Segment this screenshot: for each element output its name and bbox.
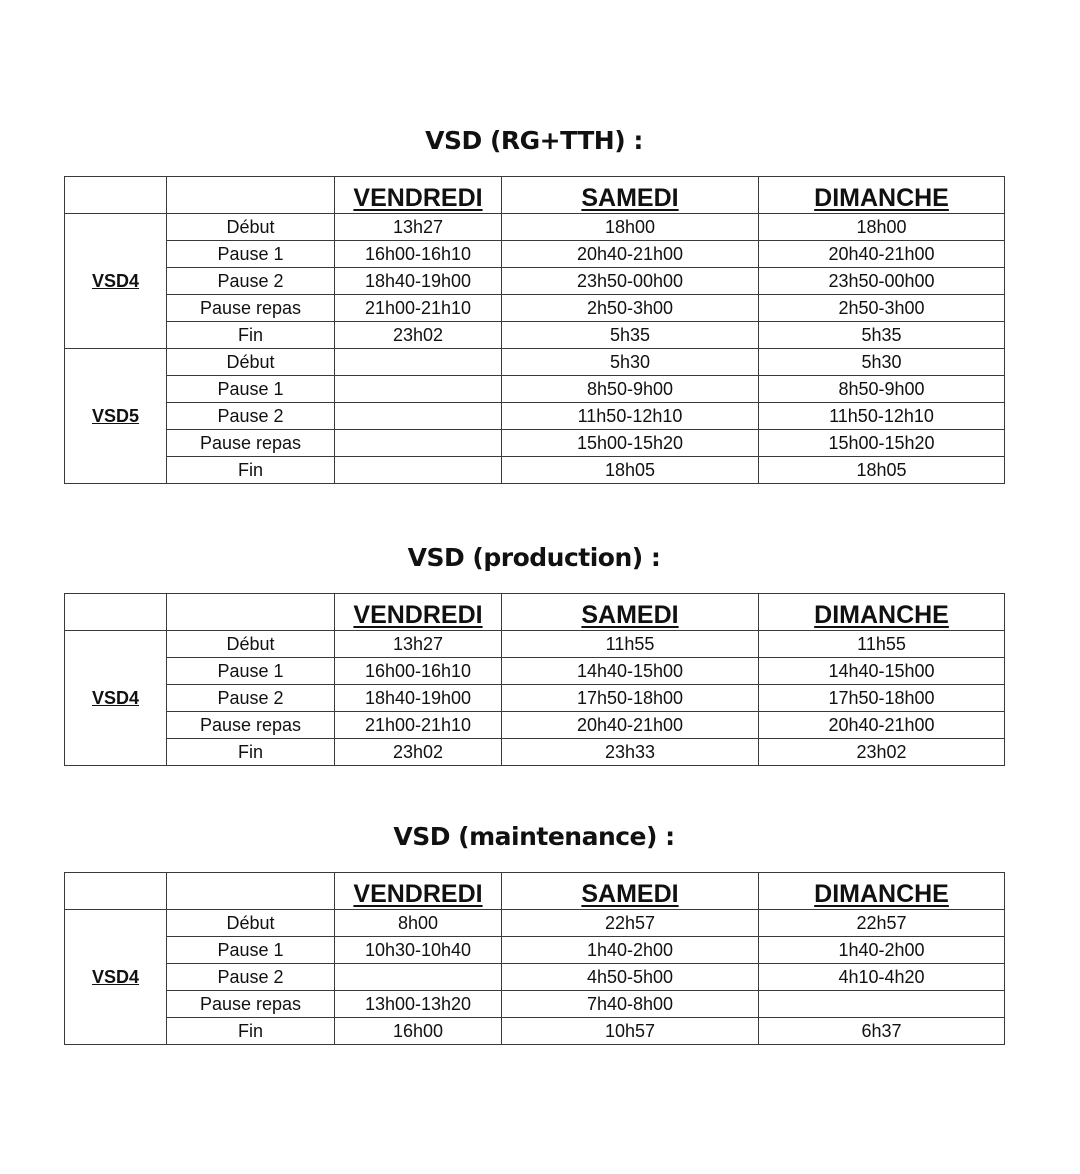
row-label: Pause repas: [167, 295, 335, 322]
time-cell: [335, 457, 502, 484]
row-label: Pause 2: [167, 685, 335, 712]
time-cell: 23h50-00h00: [502, 268, 759, 295]
row-label: Fin: [167, 739, 335, 766]
table-row: [65, 739, 1005, 766]
time-cell: 21h00-21h10: [335, 712, 502, 739]
group-label: VSD4: [65, 631, 167, 766]
row-label: Pause 2: [167, 268, 335, 295]
time-cell: 1h40-2h00: [502, 937, 759, 964]
table-row: [65, 241, 1005, 268]
table-row: [65, 268, 1005, 295]
time-cell: 5h30: [759, 349, 1005, 376]
time-cell: 16h00: [335, 1018, 502, 1045]
time-cell: 23h50-00h00: [759, 268, 1005, 295]
day-header: VENDREDI: [335, 177, 502, 214]
schedule-table: [64, 872, 1005, 1045]
row-label: Début: [167, 349, 335, 376]
table-row: [65, 991, 1005, 1018]
empty-header-cell: [65, 873, 167, 910]
table-row: [65, 349, 1005, 376]
day-header: SAMEDI: [502, 594, 759, 631]
time-cell: 1h40-2h00: [759, 937, 1005, 964]
time-cell: 7h40-8h00: [502, 991, 759, 1018]
day-header: VENDREDI: [335, 594, 502, 631]
time-cell: 4h50-5h00: [502, 964, 759, 991]
time-cell: [335, 403, 502, 430]
schedule-table: [64, 176, 1005, 484]
table-row: [65, 658, 1005, 685]
table-row: [65, 376, 1005, 403]
header-row: [65, 594, 1005, 631]
time-cell: 4h10-4h20: [759, 964, 1005, 991]
table-row: [65, 937, 1005, 964]
time-cell: 11h50-12h10: [502, 403, 759, 430]
time-cell: 10h30-10h40: [335, 937, 502, 964]
time-cell: 18h00: [502, 214, 759, 241]
row-label: Pause 1: [167, 241, 335, 268]
time-cell: 20h40-21h00: [502, 241, 759, 268]
day-header: VENDREDI: [335, 873, 502, 910]
empty-header-cell: [167, 873, 335, 910]
schedule-table: [64, 593, 1005, 766]
table-row: [65, 910, 1005, 937]
row-label: Pause 1: [167, 376, 335, 403]
time-cell: 22h57: [759, 910, 1005, 937]
row-label: Fin: [167, 1018, 335, 1045]
group-label: VSD5: [65, 349, 167, 484]
section-title: VSD (RG+TTH) :: [425, 126, 643, 155]
table-row: [65, 403, 1005, 430]
time-cell: 20h40-21h00: [759, 712, 1005, 739]
time-cell: 18h05: [502, 457, 759, 484]
time-cell: 15h00-15h20: [502, 430, 759, 457]
section-title: VSD (maintenance) :: [393, 822, 675, 851]
time-cell: 5h35: [759, 322, 1005, 349]
time-cell: 20h40-21h00: [759, 241, 1005, 268]
row-label: Pause 2: [167, 964, 335, 991]
section-title: VSD (production) :: [407, 543, 661, 572]
group-label: VSD4: [65, 214, 167, 349]
empty-header-cell: [167, 594, 335, 631]
time-cell: 21h00-21h10: [335, 295, 502, 322]
row-label: Pause repas: [167, 712, 335, 739]
time-cell: 8h50-9h00: [502, 376, 759, 403]
time-cell: 2h50-3h00: [502, 295, 759, 322]
day-header: DIMANCHE: [759, 873, 1005, 910]
table-row: [65, 322, 1005, 349]
time-cell: 17h50-18h00: [759, 685, 1005, 712]
time-cell: 14h40-15h00: [759, 658, 1005, 685]
table-row: [65, 1018, 1005, 1045]
time-cell: 18h40-19h00: [335, 268, 502, 295]
time-cell: [335, 430, 502, 457]
time-cell: [335, 376, 502, 403]
table-row: [65, 631, 1005, 658]
time-cell: 17h50-18h00: [502, 685, 759, 712]
time-cell: 23h02: [335, 322, 502, 349]
time-cell: [335, 349, 502, 376]
time-cell: 2h50-3h00: [759, 295, 1005, 322]
table-row: [65, 457, 1005, 484]
row-label: Début: [167, 631, 335, 658]
row-label: Début: [167, 214, 335, 241]
time-cell: 18h05: [759, 457, 1005, 484]
time-cell: 14h40-15h00: [502, 658, 759, 685]
time-cell: 18h40-19h00: [335, 685, 502, 712]
time-cell: 5h35: [502, 322, 759, 349]
empty-header-cell: [65, 594, 167, 631]
time-cell: 23h02: [759, 739, 1005, 766]
time-cell: 11h50-12h10: [759, 403, 1005, 430]
day-header: SAMEDI: [502, 873, 759, 910]
day-header: SAMEDI: [502, 177, 759, 214]
time-cell: 16h00-16h10: [335, 658, 502, 685]
header-row: [65, 177, 1005, 214]
table-row: [65, 430, 1005, 457]
time-cell: [759, 991, 1005, 1018]
time-cell: 15h00-15h20: [759, 430, 1005, 457]
time-cell: 23h33: [502, 739, 759, 766]
table-row: [65, 964, 1005, 991]
row-label: Pause 2: [167, 403, 335, 430]
row-label: Pause repas: [167, 991, 335, 1018]
time-cell: 22h57: [502, 910, 759, 937]
time-cell: 8h00: [335, 910, 502, 937]
time-cell: 23h02: [335, 739, 502, 766]
time-cell: 13h00-13h20: [335, 991, 502, 1018]
row-label: Fin: [167, 322, 335, 349]
time-cell: 6h37: [759, 1018, 1005, 1045]
time-cell: 8h50-9h00: [759, 376, 1005, 403]
time-cell: 16h00-16h10: [335, 241, 502, 268]
empty-header-cell: [167, 177, 335, 214]
time-cell: 11h55: [759, 631, 1005, 658]
day-header: DIMANCHE: [759, 177, 1005, 214]
row-label: Fin: [167, 457, 335, 484]
table-row: [65, 214, 1005, 241]
row-label: Pause repas: [167, 430, 335, 457]
row-label: Début: [167, 910, 335, 937]
time-cell: 11h55: [502, 631, 759, 658]
row-label: Pause 1: [167, 658, 335, 685]
time-cell: 13h27: [335, 631, 502, 658]
empty-header-cell: [65, 177, 167, 214]
table-row: [65, 295, 1005, 322]
time-cell: 18h00: [759, 214, 1005, 241]
time-cell: 10h57: [502, 1018, 759, 1045]
group-label: VSD4: [65, 910, 167, 1045]
table-row: [65, 685, 1005, 712]
header-row: [65, 873, 1005, 910]
time-cell: [335, 964, 502, 991]
row-label: Pause 1: [167, 937, 335, 964]
time-cell: 5h30: [502, 349, 759, 376]
day-header: DIMANCHE: [759, 594, 1005, 631]
table-row: [65, 712, 1005, 739]
time-cell: 20h40-21h00: [502, 712, 759, 739]
time-cell: 13h27: [335, 214, 502, 241]
